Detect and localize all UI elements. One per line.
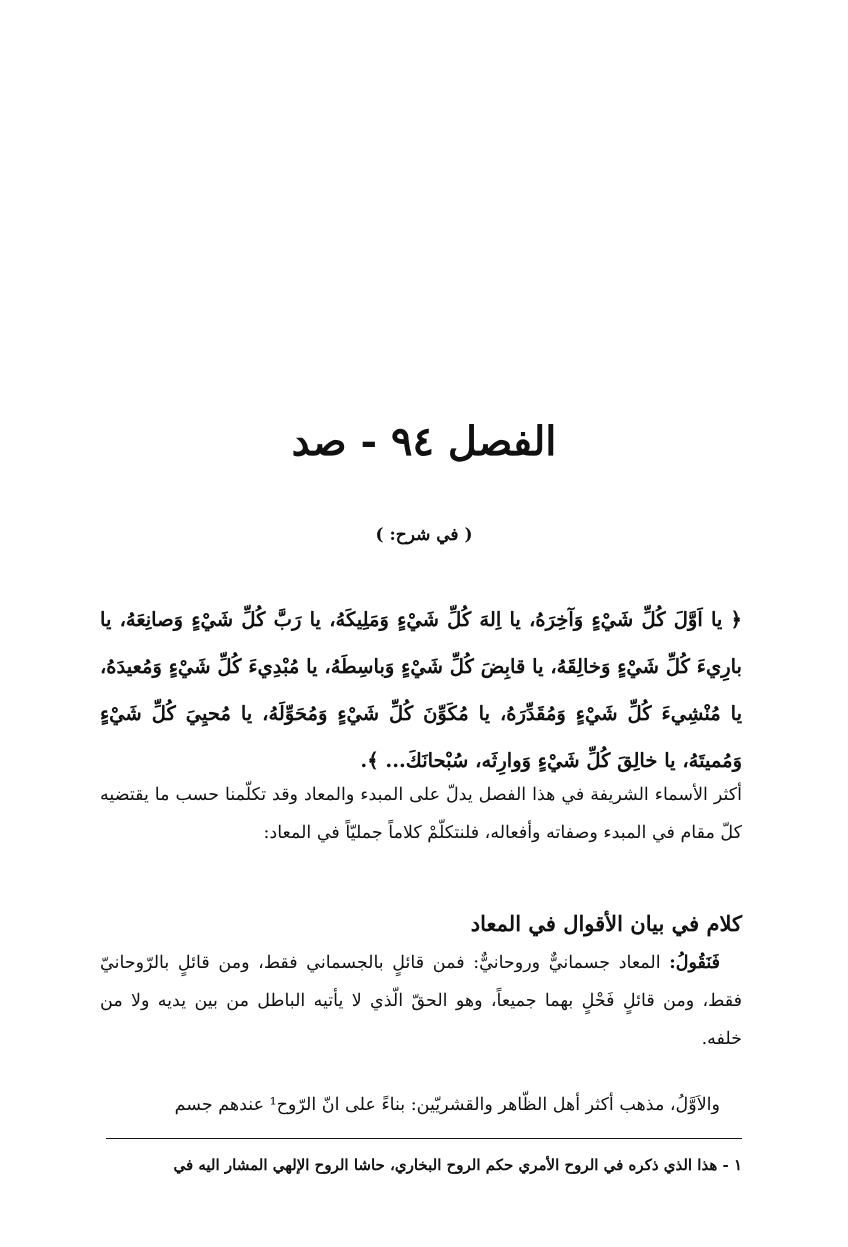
views-paragraph <box>100 944 742 1058</box>
section-heading: كلام في بيان الأقوال في المعاد <box>470 911 742 936</box>
first-view-paragraph: والاَوَّلُ، مذهب أكثر أهل الظّاهر والقشريّين: بناءً على انّ الرّوح¹ عندهم جسم <box>174 1095 720 1115</box>
lead-word: فَنَقُولُ: <box>669 953 720 973</box>
footnote-divider <box>106 1138 742 1139</box>
footnote-text: ١ - هذا الذي ذكره في الروح الأمري حكم الروح البخاري، حاشا الروح الإلهي المشار اليه في <box>173 1156 742 1174</box>
chapter-subtitle: ( في شرح: ) <box>375 525 473 545</box>
intro-paragraph: أكثر الأسماء الشريفة في هذا الفصل يدلّ على المبدء والمعاد وقد تكلّمنا حسب ما يقتضيه كلّ مقام في المبدء وصفاته وأفعاله، فلنتكلّمْ كلاماً جمليّاً في المعاد: <box>100 785 742 843</box>
chapter-title: الفصل ٩٤ - صد <box>291 418 557 465</box>
supplication-text: ﴿ يا اَوَّلَ كُلِّ شَيْءٍ وَآخِرَهُ، يا اِلهَ كُلِّ شَيْءٍ وَمَلِيكَهُ، يا رَبَّ كُلِّ شَيْءٍ وَصانِعَهُ، يا بارِيءَ كُلِّ شَيْءٍ وَخالِقَهُ، يا قابِضَ كُلِّ شَيْءٍ وَباسِطَهُ، يا مُبْدِيءَ كُلِّ شَيْءٍ وَمُعيدَهُ، يا مُنْشِيءَ كُلِّ شَيْءٍ وَمُقَدِّرَهُ، يا مُكَوِّنَ كُلِّ شَيْءٍ وَمُحَوِّلَهُ، يا مُحيِيَ كُلِّ شَيْءٍ وَمُميتَهُ، يا خالِقَ كُلِّ شَيْءٍ وَوارِثَه، سُبْحانَكَ... ﴾. <box>100 608 742 772</box>
views-text: المعاد جسمانيٌّ وروحانيٌّ: فمن قائلٍ بالجسماني فقط، ومن قائلٍ بالرّوحانيّ فقط، ومن قائلٍ فَحْلٍ بهما جميعاً، وهو الحقّ الّذي لا يأتيه الباطل من بين يديه ولا من خلفه. <box>100 953 742 1049</box>
